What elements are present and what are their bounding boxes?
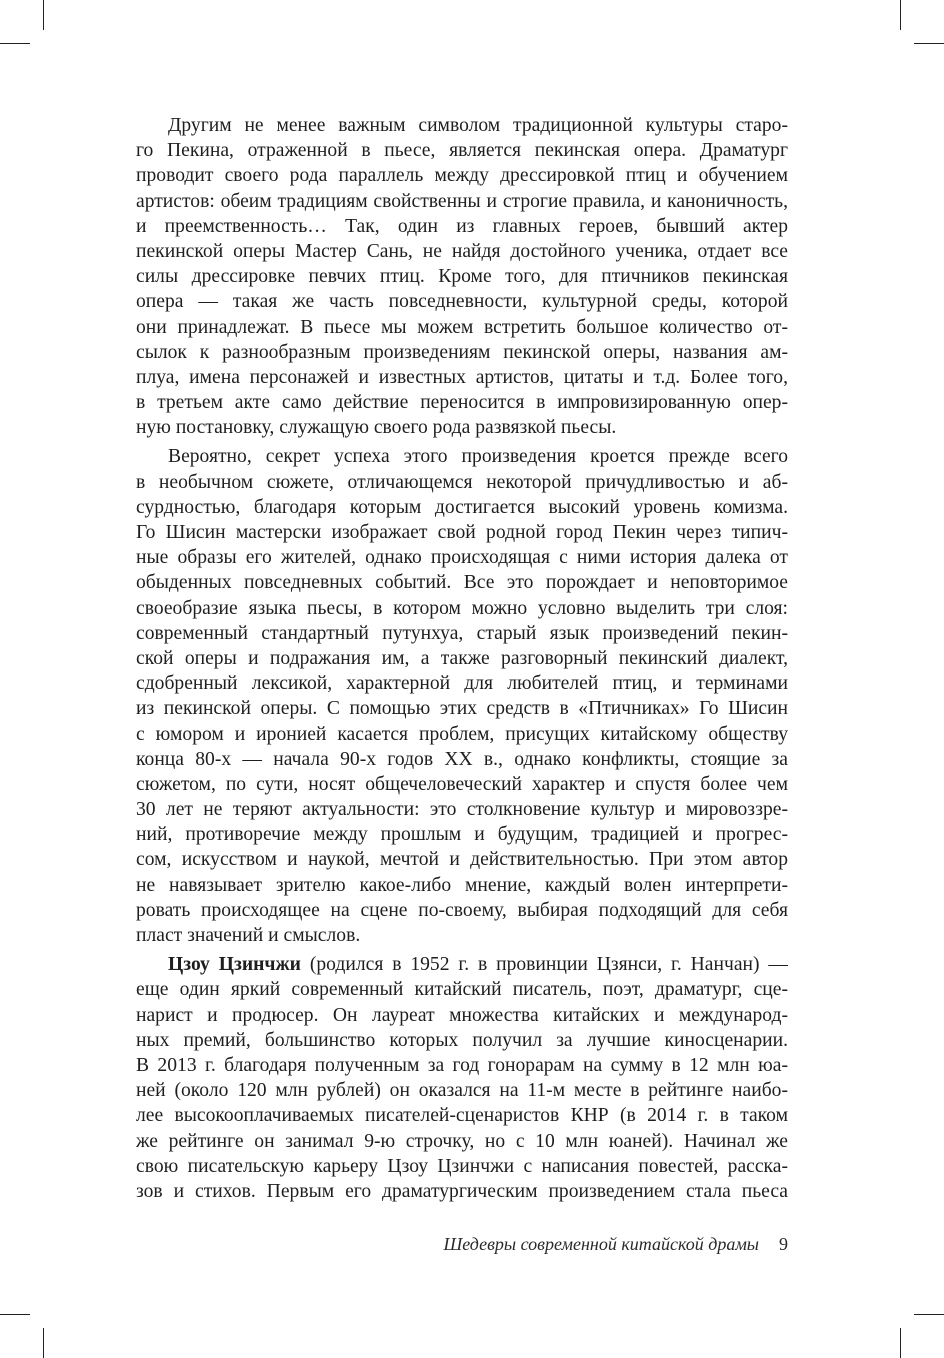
text-line: современный стандартный путунхуа, старый язык произведений пекин- bbox=[136, 622, 788, 644]
text-line: ской оперы и подражания им, а также разговорный пекинский диалект, bbox=[136, 647, 788, 669]
paragraph-peking-opera bbox=[136, 113, 788, 440]
text-line: Другим не менее важным символом традиционной культуры старо- bbox=[168, 115, 788, 136]
text-line: в третьем акте само действие переносится в импровизированную опер- bbox=[136, 392, 788, 414]
text-run: (родился в 1952 г. в провинции Цзянси, г. Нанчан) — bbox=[300, 954, 788, 976]
book-title: Шедевры современной китайской драмы bbox=[443, 1234, 759, 1254]
text-line: конца 80-х — начала 90-х годов XX в., однако конфликты, стоящие за bbox=[136, 748, 788, 770]
author-name: Цзоу Цзинчжи bbox=[168, 954, 301, 976]
text-line: сылок к разнообразным произведениям пекинской оперы, названия ам- bbox=[136, 341, 788, 363]
text-line: обыденных повседневных событий. Все это порождает и неповторимое bbox=[136, 572, 788, 594]
text-line: ровать происходящее на сцене по-своему, выбирая подходящий для себя bbox=[136, 899, 788, 921]
text-line: в необычном сюжете, отличающемся некоторой причудливостью и аб- bbox=[136, 471, 788, 493]
paragraph-success-secret bbox=[136, 444, 788, 948]
text-line: артистов: обеим традициям свойственны и строгие правила, и каноничность, bbox=[136, 190, 788, 212]
text-line: проводит своего рода параллель между дрессировкой птиц и обучением bbox=[136, 165, 788, 187]
text-line: пекинской оперы Мастер Сань, не найдя достойного ученика, отдает все bbox=[136, 240, 788, 262]
text-line: пласт значений и смыслов. bbox=[136, 925, 361, 946]
text-line: из пекинской оперы. С помощью этих средств в «Птичниках» Го Шисин bbox=[136, 698, 788, 720]
text-line: не навязывает зрителю какое-либо мнение, каждый волен интерпрети- bbox=[136, 874, 788, 896]
text-line: сурдностью, благодаря которым достигается высокий уровень комизма. bbox=[136, 496, 788, 518]
running-footer bbox=[443, 1234, 788, 1255]
text-line: сом, искусством и наукой, мечтой и действительностью. При этом автор bbox=[136, 849, 788, 871]
page-number: 9 bbox=[779, 1234, 788, 1254]
text-line: своеобразие языка пьесы, в котором можно условно выделить три слоя: bbox=[136, 597, 788, 619]
crop-mark-bottom-right bbox=[914, 1314, 944, 1315]
text-line: го Пекина, отраженной в пьесе, является пекинская опера. Драматург bbox=[136, 140, 788, 162]
crop-mark-bottom-right bbox=[900, 1328, 901, 1358]
text-line: с юмором и иронией касается проблем, присущих китайскому обществу bbox=[136, 723, 788, 745]
crop-mark-bottom-left bbox=[43, 1328, 44, 1358]
text-line: В 2013 г. благодаря полученным за год гонорарам на сумму в 12 млн юа- bbox=[136, 1054, 788, 1076]
text-line: 30 лет не теряют актуальности: это столкновение культур и мировоззре- bbox=[136, 799, 788, 821]
text-line: ний, противоречие между прошлым и будущим, традицией и прогрес- bbox=[136, 824, 788, 846]
text-line: плуа, имена персонажей и известных артистов, цитаты и т.д. Более того, bbox=[136, 366, 788, 388]
text-line: Вероятно, секрет успеха этого произведения кроется прежде всего bbox=[168, 446, 788, 468]
crop-mark-top-right bbox=[900, 0, 901, 30]
crop-mark-top-right bbox=[914, 43, 944, 44]
text-line: зов и стихов. Первым его драматургическим произведением стала пьеса bbox=[136, 1180, 788, 1202]
text-line: ней (около 120 млн рублей) он оказался на 11-м месте в рейтинге наибо- bbox=[136, 1080, 788, 1102]
text-line: силы дрессировке певчих птиц. Кроме того, для птичников пекинская bbox=[136, 266, 788, 288]
text-line bbox=[136, 952, 788, 977]
text-line: они принадлежат. В пьесе мы можем встретить большое количество от- bbox=[136, 316, 788, 338]
text-line: опера — такая же часть повседневности, культурной среды, которой bbox=[136, 291, 788, 313]
text-line: же рейтинге он занимал 9-ю строчку, но с 10 млн юаней). Начинал же bbox=[136, 1130, 788, 1152]
body-text bbox=[136, 113, 788, 1204]
paragraph-zou-jingzhi bbox=[136, 952, 788, 1204]
text-line: сдобренный лексикой, характерной для любителей птиц, и терминами bbox=[136, 673, 788, 695]
text-line: ную постановку, служащую своего рода развязкой пьесы. bbox=[136, 417, 617, 439]
crop-mark-top-left bbox=[43, 0, 44, 30]
text-line: ные образы его жителей, однако происходящая с ними история далека от bbox=[136, 547, 788, 569]
text-line: ных премий, большинство которых получил за лучшие киносценарии. bbox=[136, 1029, 788, 1051]
text-line: еще один яркий современный китайский писатель, поэт, драматург, сце- bbox=[136, 979, 788, 1001]
text-line: и преемственность… Так, один из главных героев, бывший актер bbox=[136, 215, 788, 237]
crop-mark-bottom-left bbox=[0, 1314, 30, 1315]
text-line: сюжетом, по сути, носят общечеловеческий характер и спустя более чем bbox=[136, 773, 788, 795]
crop-mark-top-left bbox=[0, 43, 30, 44]
text-line: свою писательскую карьеру Цзоу Цзинчжи с написания повестей, расска- bbox=[136, 1155, 788, 1177]
text-line: Го Шисин мастерски изображает свой родной город Пекин через типич- bbox=[136, 522, 788, 543]
text-line: лее высокооплачиваемых писателей-сценаристов КНР (в 2014 г. в таком bbox=[136, 1105, 788, 1127]
text-line: нарист и продюсер. Он лауреат множества китайских и международ- bbox=[136, 1004, 788, 1026]
